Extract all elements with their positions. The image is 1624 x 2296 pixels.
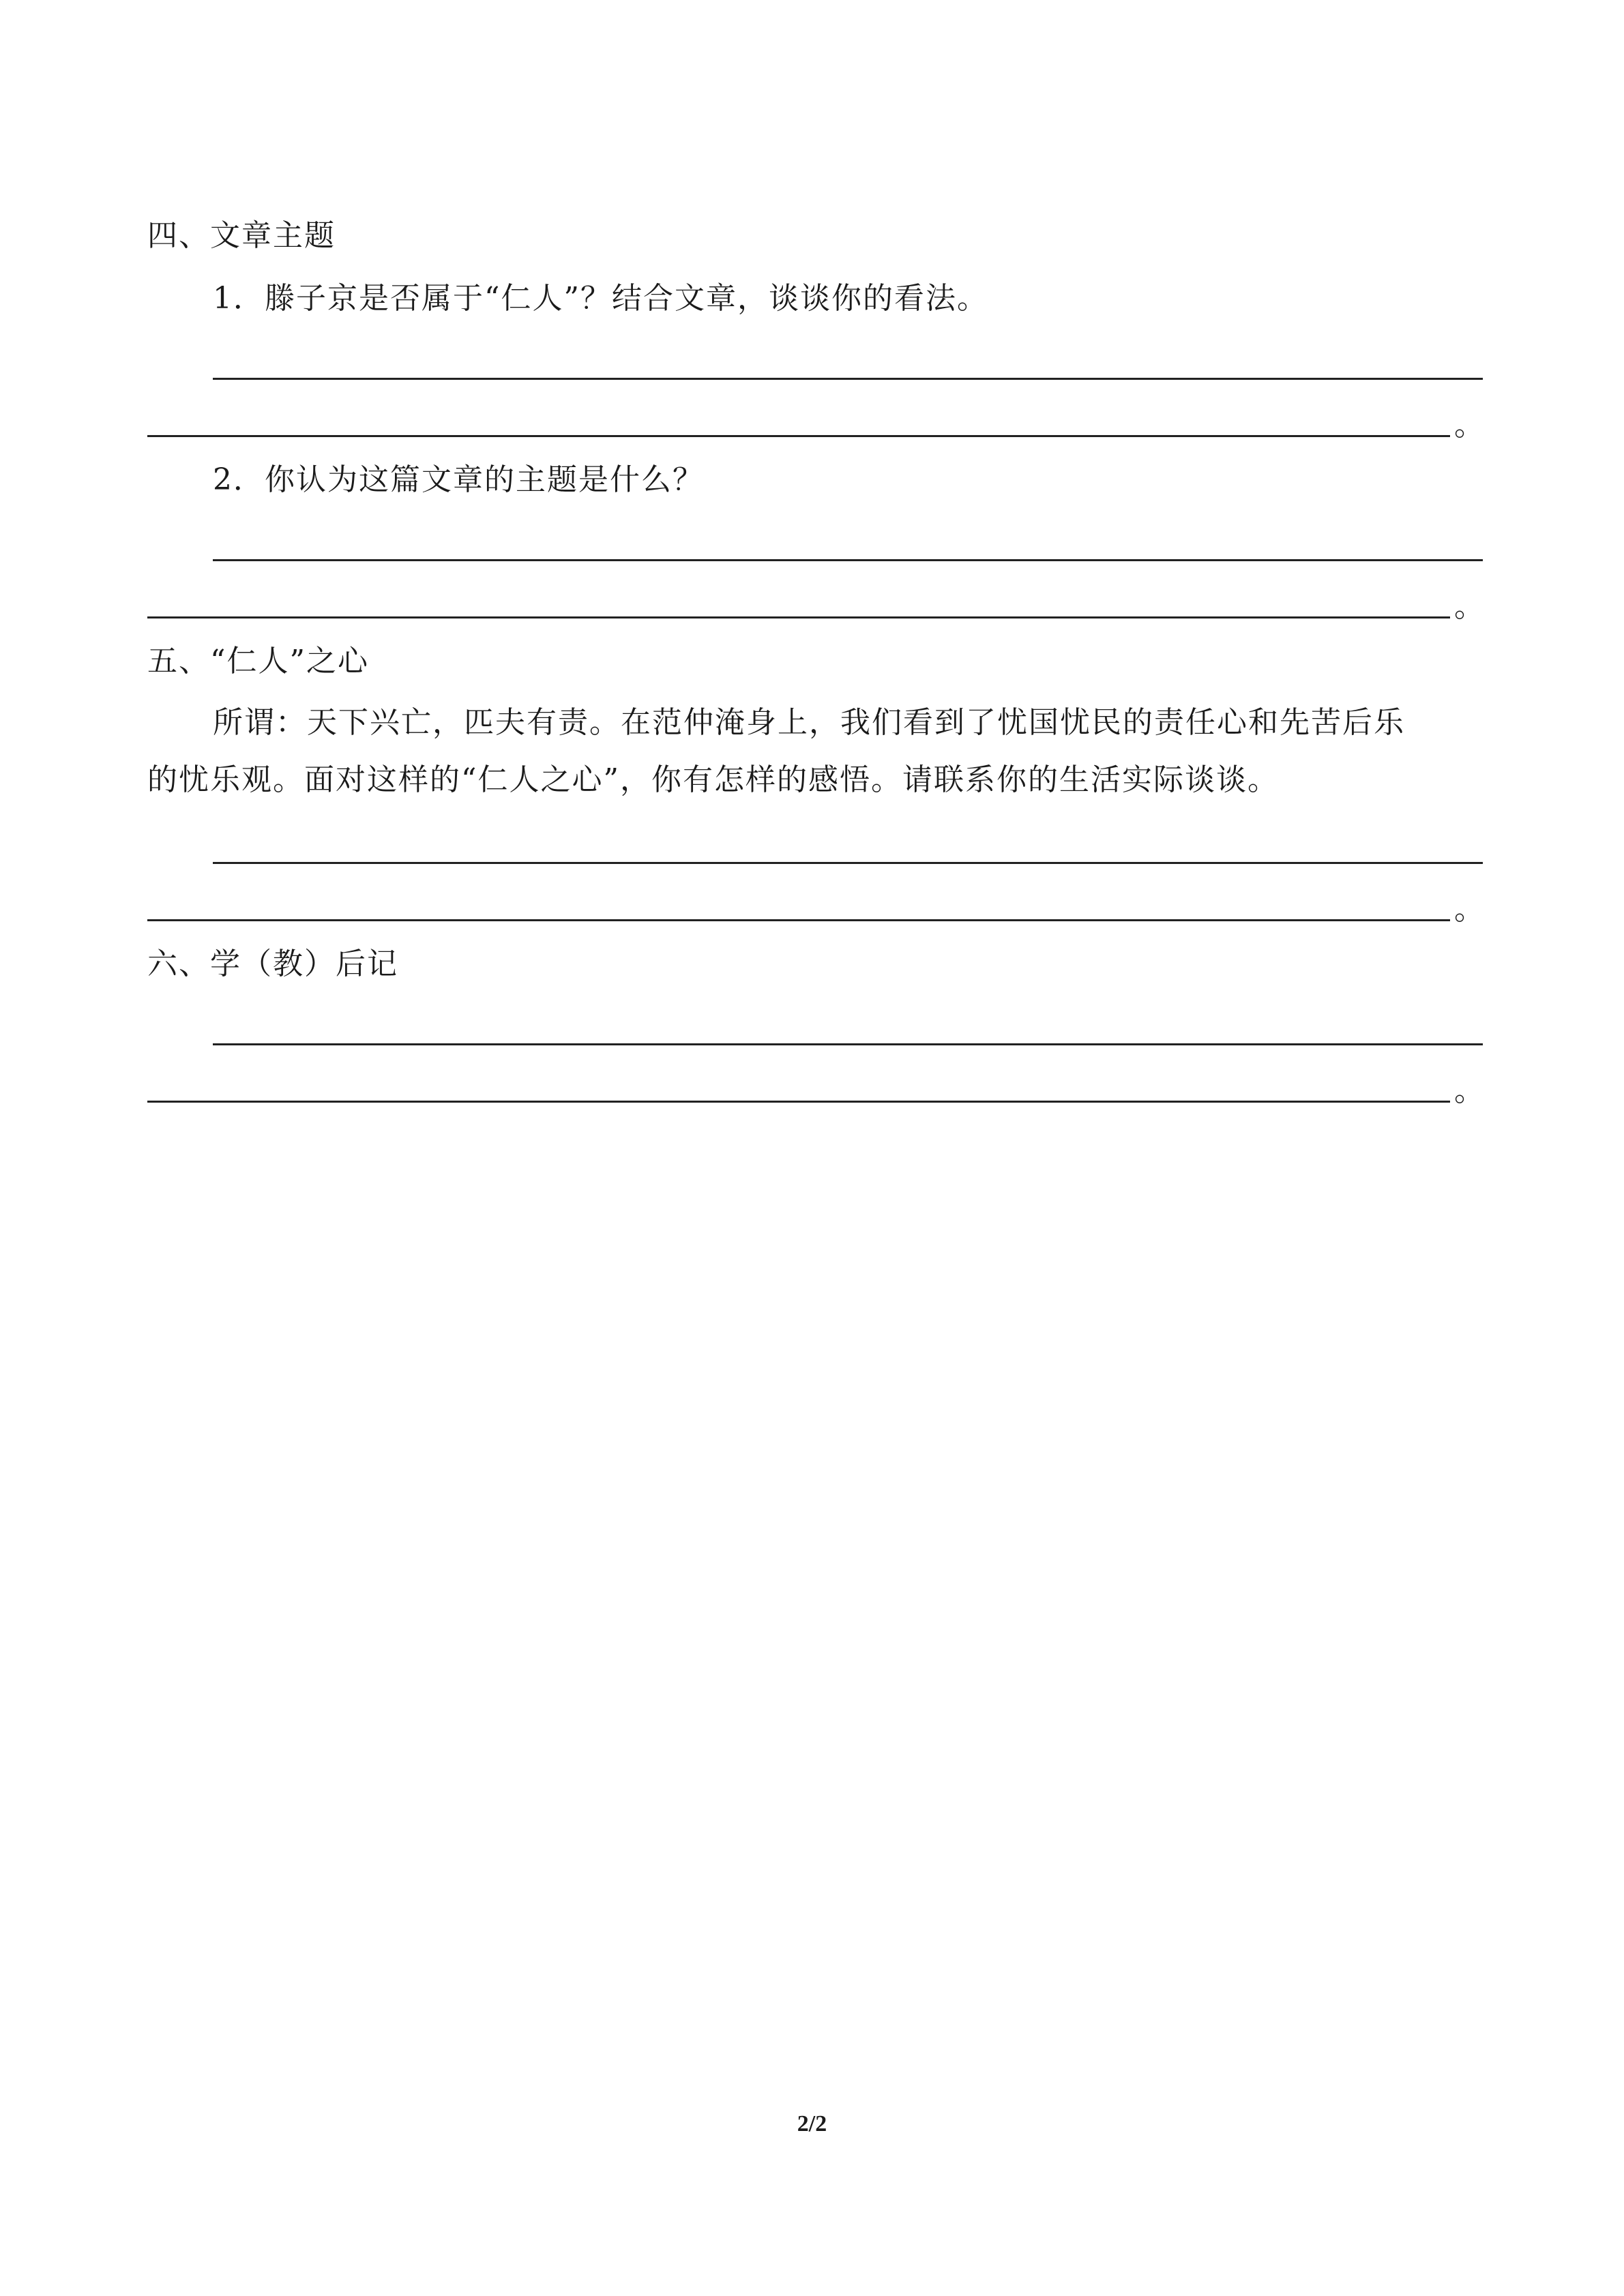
- section-5-heading: 五、“仁人”之心: [147, 644, 369, 679]
- answer-line-s5-2[interactable]: [147, 919, 1450, 921]
- section-4-heading: 四、文章主题: [147, 218, 336, 253]
- answer-line-s6-2[interactable]: [147, 1101, 1450, 1103]
- question-1: 1．滕子京是否属于“仁人”？结合文章，谈谈你的看法。: [213, 281, 988, 316]
- section-6-heading: 六、学（教）后记: [147, 946, 398, 981]
- answer-line-q1-1[interactable]: [213, 378, 1483, 380]
- answer-line-s6-1[interactable]: [213, 1043, 1483, 1045]
- end-mark: 。: [1454, 408, 1484, 443]
- answer-line-q2-1[interactable]: [213, 559, 1483, 561]
- page-number: 2/2: [797, 2111, 827, 2136]
- question-2: 2．你认为这篇文章的主题是什么？: [213, 462, 704, 497]
- end-mark: 。: [1454, 892, 1484, 927]
- answer-line-s5-1[interactable]: [213, 862, 1483, 864]
- answer-line-q1-2[interactable]: [147, 435, 1450, 437]
- answer-line-q2-2[interactable]: [147, 616, 1450, 618]
- end-mark: 。: [1454, 1073, 1484, 1108]
- section-5-paragraph-line-2: 的忧乐观。面对这样的“仁人之心”，你有怎样的感悟。请联系你的生活实际谈谈。: [147, 762, 1279, 797]
- end-mark: 。: [1454, 589, 1484, 624]
- section-5-paragraph-line-1: 所谓：天下兴亡，匹夫有责。在范仲淹身上，我们看到了忧国忧民的责任心和先苦后乐: [213, 705, 1405, 740]
